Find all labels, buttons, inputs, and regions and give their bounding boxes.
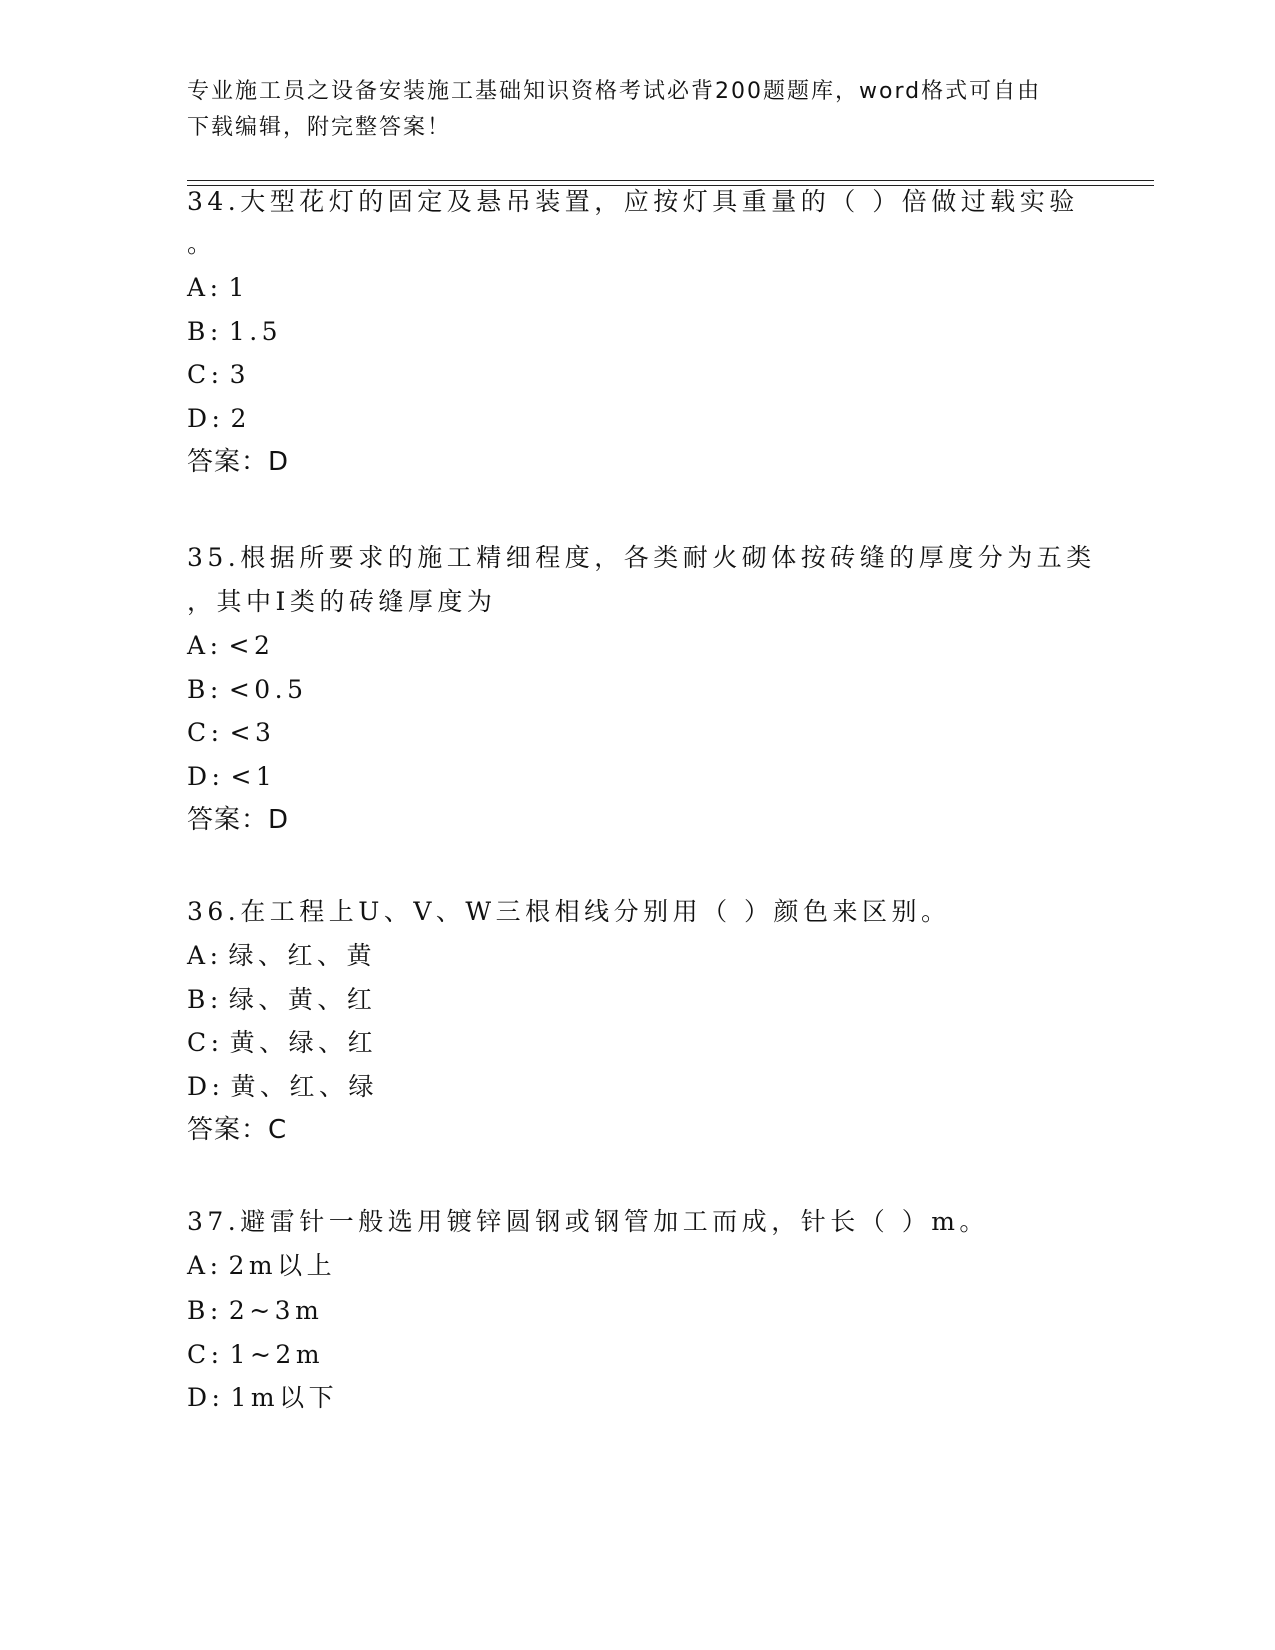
option-separator: : <box>209 985 223 1014</box>
option-separator: : <box>209 631 223 660</box>
option-a <box>187 1248 336 1284</box>
option-letter: C <box>187 718 211 747</box>
option-letter: A <box>187 941 210 970</box>
option-separator: : <box>210 718 224 747</box>
option-letter: B <box>187 675 210 704</box>
option-letter: A <box>187 273 210 302</box>
answer-label: 答案：C <box>187 1115 288 1145</box>
option-b <box>187 1293 323 1329</box>
option-text: 1m以下 <box>230 1383 339 1412</box>
option-c <box>187 715 275 751</box>
option-letter: C <box>187 360 211 389</box>
option-c <box>187 1025 377 1061</box>
header-line-2: 下载编辑，附完整答案！ <box>187 115 452 140</box>
option-separator: : <box>209 941 223 970</box>
option-separator: : <box>209 1296 223 1325</box>
option-b <box>187 982 376 1018</box>
option-separator: : <box>209 317 223 346</box>
option-d <box>187 759 276 795</box>
option-separator: : <box>210 360 224 389</box>
option-text: 3 <box>229 360 250 389</box>
option-text: 黄、绿、红 <box>229 1028 378 1057</box>
header-line-1: 专业施工员之设备安装施工基础知识资格考试必背200题题库，word格式可自由 <box>187 79 1042 104</box>
option-letter: B <box>187 1296 210 1325</box>
option-separator: : <box>211 762 225 791</box>
option-letter: B <box>187 317 210 346</box>
option-text: 黄、红、绿 <box>230 1072 378 1101</box>
answer-label: 答案：D <box>187 805 290 835</box>
question-stem: 37.避雷针一般选用镀锌圆钢或钢管加工而成，针长（ ）m。 <box>187 1207 989 1236</box>
option-letter: D <box>187 1383 212 1412</box>
option-text: 绿、红、黄 <box>228 941 377 970</box>
option-letter: B <box>187 985 210 1014</box>
document-header <box>187 74 1067 146</box>
answer-label: 答案：D <box>187 447 290 477</box>
option-d <box>187 401 251 437</box>
option-d <box>187 1069 378 1105</box>
option-text: <1 <box>230 762 277 791</box>
option-letter: D <box>187 762 212 791</box>
option-separator: : <box>211 1072 225 1101</box>
option-text: 1 <box>228 273 249 302</box>
option-c <box>187 357 250 393</box>
option-text: 1.5 <box>228 317 283 346</box>
option-text: <3 <box>229 718 276 747</box>
question-stem-continuation: 。 <box>187 229 217 258</box>
option-letter: C <box>187 1028 211 1057</box>
option-a <box>187 270 249 306</box>
question-stem: 35.根据所要求的施工精细程度，各类耐火砌体按砖缝的厚度分为五类 <box>187 543 1096 572</box>
option-b <box>187 672 308 708</box>
option-b <box>187 314 282 350</box>
option-separator: : <box>211 1383 225 1412</box>
option-text: 2 <box>230 404 251 433</box>
option-text: <2 <box>228 631 275 660</box>
option-letter: D <box>187 1072 212 1101</box>
option-separator: : <box>209 273 223 302</box>
option-a <box>187 628 274 664</box>
question-stem-continuation: ，其中Ⅰ类的砖缝厚度为 <box>187 587 497 616</box>
question-stem: 34.大型花灯的固定及悬吊装置，应按灯具重量的（ ）倍做过载实验 <box>187 187 1079 216</box>
option-c <box>187 1337 324 1373</box>
option-separator: : <box>211 404 225 433</box>
option-separator: : <box>210 1028 224 1057</box>
option-letter: C <box>187 1340 211 1369</box>
option-d <box>187 1380 338 1416</box>
option-separator: : <box>209 675 223 704</box>
option-text: 2m以上 <box>228 1251 337 1280</box>
option-text: 1~2m <box>229 1340 325 1369</box>
option-text: 绿、黄、红 <box>228 985 377 1014</box>
option-letter: A <box>187 631 210 660</box>
header-divider-top <box>187 180 1154 181</box>
option-separator: : <box>209 1251 223 1280</box>
question-stem: 36.在工程上U、V、W三根相线分别用（ ）颜色来区别。 <box>187 897 951 926</box>
option-text: 2~3m <box>228 1296 324 1325</box>
option-text: <0.5 <box>228 675 308 704</box>
option-a <box>187 938 376 974</box>
option-letter: A <box>187 1251 210 1280</box>
option-separator: : <box>210 1340 224 1369</box>
option-letter: D <box>187 404 212 433</box>
